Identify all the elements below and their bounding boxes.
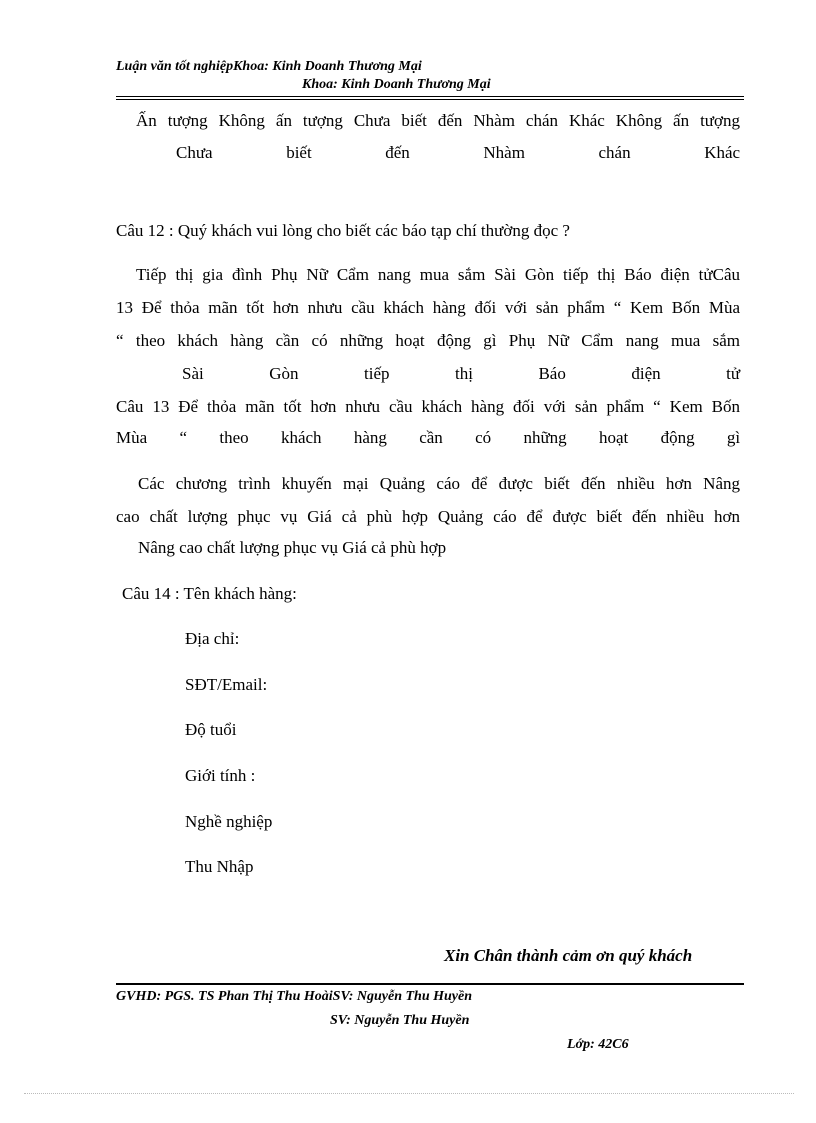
q12-line-5: Câu 13 Để thỏa mãn tốt hơn nhưu cầu khách hàng đối với sản phẩm “ Kem Bốn — [116, 397, 740, 416]
word: Sài — [182, 364, 204, 383]
q14-title: Câu 14 : Tên khách hàng: — [122, 584, 297, 603]
footer-line-2: SV: Nguyễn Thu Huyền — [330, 1013, 470, 1028]
footer-line-1: GVHD: PGS. TS Phan Thị Thu HoàiSV: Nguyễn Thu Huyền — [116, 989, 473, 1004]
word: Gòn — [269, 364, 299, 383]
word: Báo — [538, 364, 566, 383]
word: hàng — [353, 428, 387, 447]
word: điện — [631, 364, 661, 383]
q12-line-4 — [182, 364, 740, 384]
header-line-2: Khoa: Kinh Doanh Thương Mại — [302, 77, 491, 92]
word: biết — [286, 143, 312, 162]
word: có — [475, 428, 492, 447]
footer-line-3: Lớp: 42C6 — [567, 1037, 629, 1052]
thank-you-note: Xin Chân thành cảm ơn quý khách — [444, 946, 693, 965]
q14-field-age: Độ tuổi — [185, 720, 237, 739]
word: tử — [726, 364, 741, 383]
q14-field-income: Thu Nhập — [185, 857, 254, 876]
q14-field-address: Địa chỉ: — [185, 629, 240, 648]
q13-line-1: Các chương trình khuyến mại Quảng cáo để được biết đến nhiều hơn Nâng — [138, 474, 740, 493]
page-bottom-border — [24, 1093, 794, 1094]
q12-line-3: “ theo khách hàng cần có những hoạt động gì Phụ Nữ Cẩm nang mua sắm — [116, 331, 740, 350]
word: Mùa — [116, 428, 148, 447]
q14-field-occupation: Nghề nghiệp — [185, 812, 273, 831]
word: động — [660, 428, 695, 447]
word: khách — [280, 428, 322, 447]
word: chán — [598, 143, 631, 162]
q14-field-phone-email: SĐT/Email: — [185, 675, 268, 694]
word: “ — [179, 428, 188, 447]
q12-line-2: 13 Để thỏa mãn tốt hơn nhưu cầu khách hàng đối với sản phẩm “ Kem Bốn Mùa — [116, 298, 740, 317]
word: theo — [219, 428, 249, 447]
q12-line-1: Tiếp thị gia đình Phụ Nữ Cẩm nang mua sắm Sài Gòn tiếp thị Báo điện tửCâu — [136, 265, 740, 284]
word: tiếp — [364, 364, 390, 383]
word: thị — [455, 364, 473, 383]
q11-options-line-2 — [176, 143, 740, 163]
q12-line-6 — [116, 428, 740, 448]
header-line-1: Luận văn tốt nghiệpKhoa: Kinh Doanh Thương Mại — [116, 59, 422, 74]
word: đến — [385, 143, 410, 162]
footer-rule — [116, 983, 744, 985]
header-rule-bottom — [116, 99, 744, 100]
q13-line-2: cao chất lượng phục vụ Giá cả phù hợp Quảng cáo để được biết đến nhiều hơn — [116, 507, 740, 526]
q12-question: Câu 12 : Quý khách vui lòng cho biết các báo tạp chí thường đọc ? — [116, 221, 570, 240]
q13-line-3: Nâng cao chất lượng phục vụ Giá cả phù hợp — [138, 538, 447, 557]
word: những — [523, 428, 567, 447]
word: hoạt — [599, 428, 629, 447]
q14-field-gender: Giới tính : — [185, 766, 256, 785]
word: Nhàm — [483, 143, 525, 162]
word: Chưa — [176, 143, 213, 162]
q11-options-line-1: Ấn tượng Không ấn tượng Chưa biết đến Nhàm chán Khác Không ấn tượng — [136, 111, 740, 130]
word: gì — [726, 428, 741, 447]
word: cần — [419, 428, 443, 447]
word: Khác — [704, 143, 741, 162]
header-rule-top — [116, 96, 744, 97]
